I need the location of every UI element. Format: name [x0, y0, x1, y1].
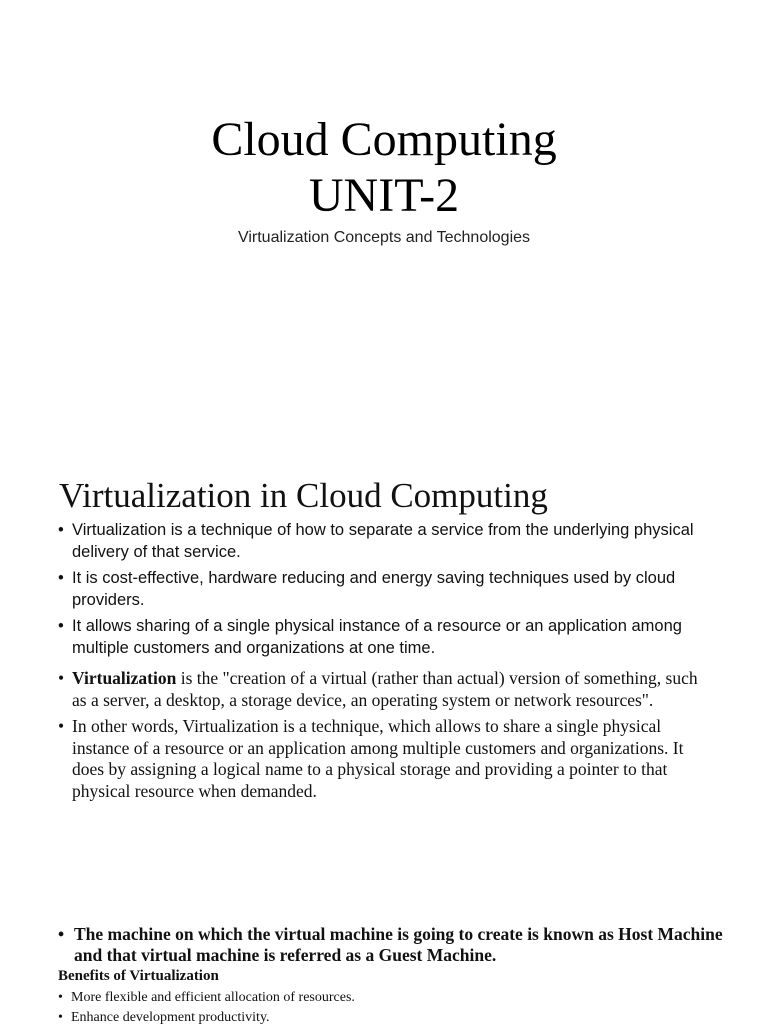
bullet-icon: • [58, 924, 65, 944]
list-item: • It allows sharing of a single physical instance of a resource or an application among multiple customers and organizations at one time. [58, 617, 682, 657]
bullet-icon: • [58, 617, 64, 635]
list-item: • Virtualization is a technique of how to separate a service from the underlying physical delivery of that service. [58, 521, 694, 561]
slide-1 [0, 0, 768, 432]
bullet-icon: • [58, 569, 64, 587]
term-bold: Virtualization [72, 668, 177, 688]
host-machine-bullet: • The machine on which the virtual machine is going to create is known as Host Machine and that virtual machine is referred as a Guest Machine. [58, 924, 723, 965]
title-line-2: UNIT-2 [308, 169, 460, 222]
bullet-list [58, 520, 708, 664]
bullet-icon: • [58, 716, 65, 736]
list-item: • Enhance development productivity. [58, 1008, 355, 1028]
slide-title: Virtualization in Cloud Computing [59, 476, 548, 515]
list-item: • In other words, Virtualization is a technique, which allows to share a single physical instance of a resource or an application among multiple customers and organizations. It does by assigning a logical name to a physical storage and providing a pointer to that physical resource when demanded. [58, 716, 684, 801]
bullet-icon: • [58, 521, 64, 539]
bullet-icon: • [58, 1010, 63, 1025]
title-line-1: Cloud Computing [211, 113, 557, 166]
bullet-list-serif [58, 668, 708, 807]
benefits-list [58, 988, 355, 1028]
slide-2 [0, 432, 768, 882]
list-item: • Virtualization is the "creation of a virtual (rather than actual) version of something, such as a server, a desktop, a storage device, an operating system or network resources". [58, 668, 698, 710]
slide-3 [0, 882, 768, 1024]
list-item: • It is cost-effective, hardware reducing and energy saving techniques used by cloud providers. [58, 569, 676, 609]
benefits-heading: Benefits of Virtualization [58, 968, 219, 984]
slide-subtitle: Virtualization Concepts and Technologies [237, 229, 531, 246]
bullet-icon: • [58, 990, 63, 1005]
bullet-icon: • [58, 668, 65, 688]
slide-title [0, 112, 768, 224]
list-item: • More flexible and efficient allocation of resources. [58, 988, 355, 1008]
